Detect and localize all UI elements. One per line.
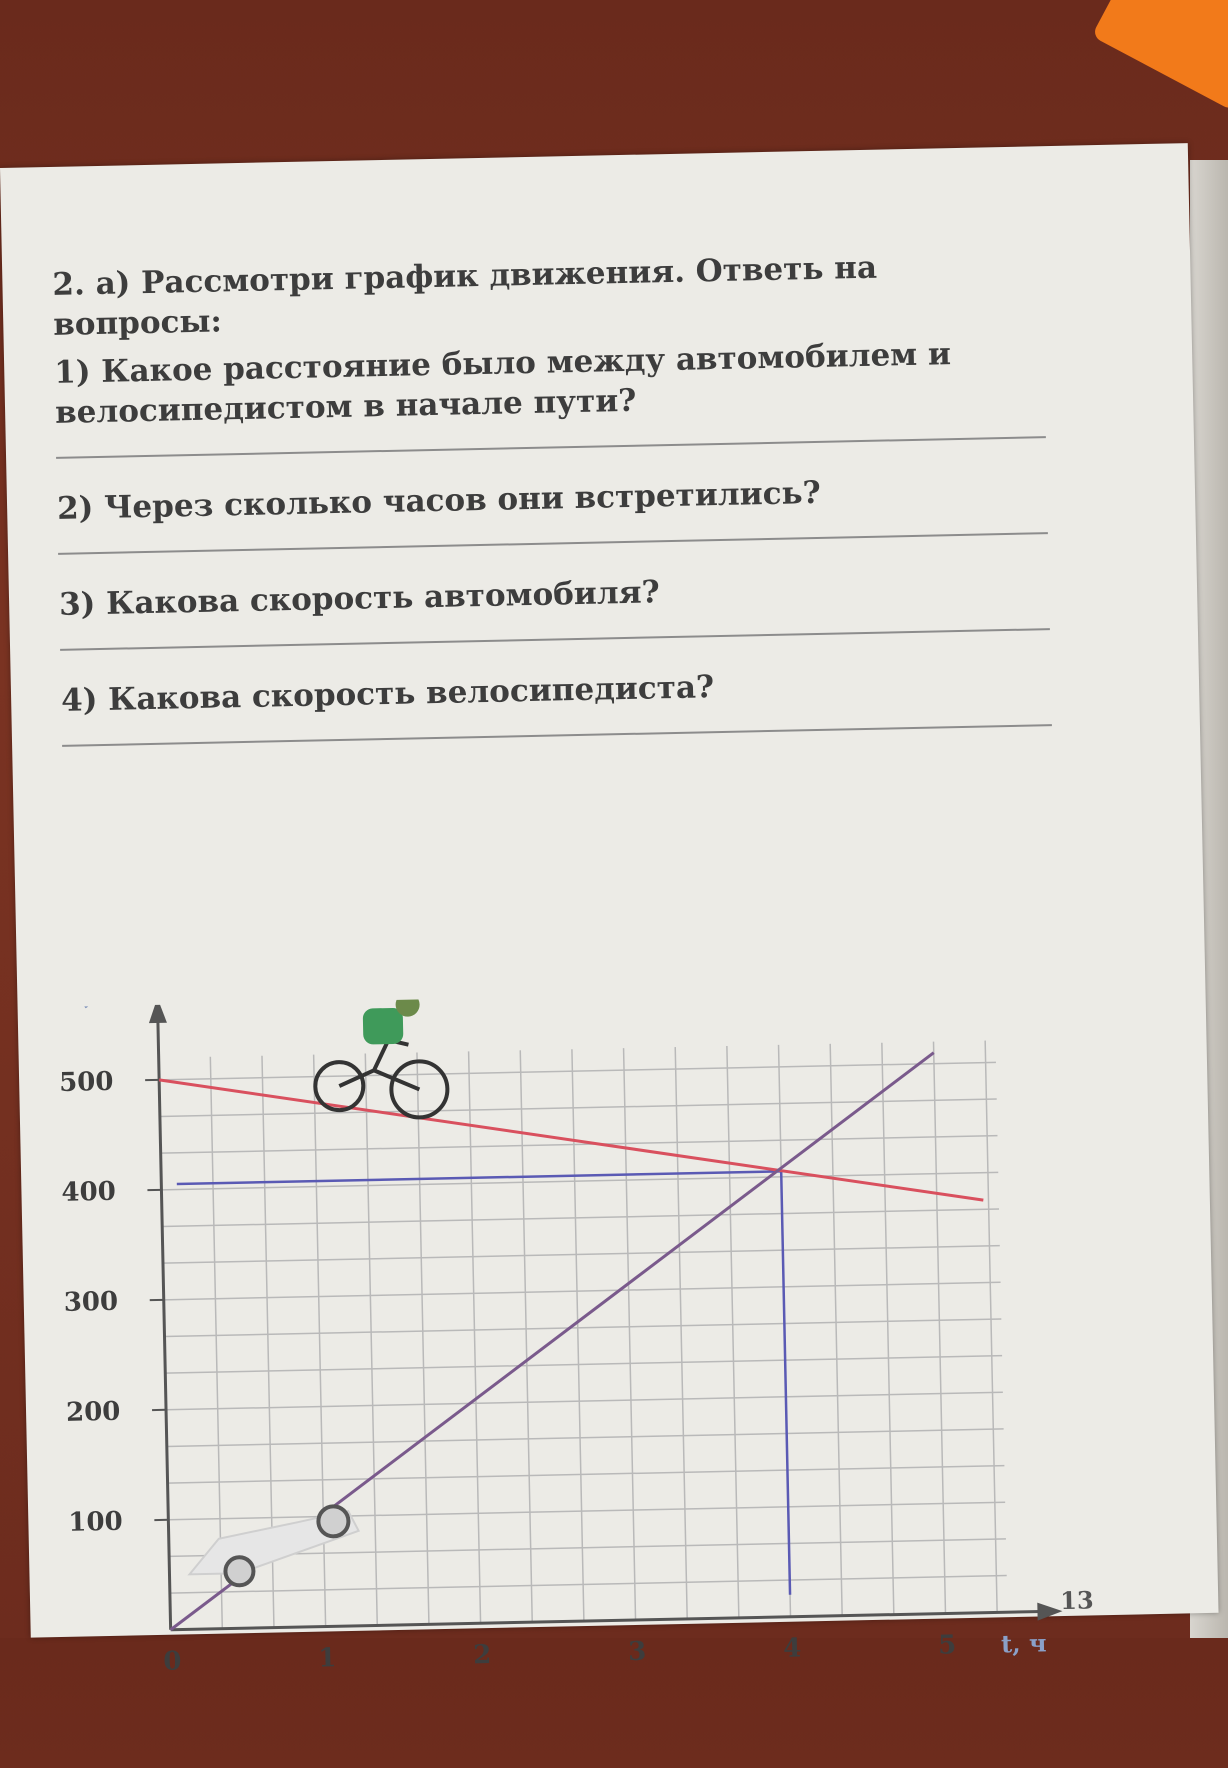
horizontal-guide-line bbox=[177, 1171, 781, 1184]
x-axis-label: t, ч bbox=[1001, 1628, 1047, 1658]
y-axis-label: S, км bbox=[67, 986, 139, 1011]
grid-line-h bbox=[168, 1466, 1005, 1484]
question-2: 2) Через сколько часов они встретились? bbox=[57, 468, 1058, 529]
grid-line-v bbox=[469, 1051, 481, 1623]
y-tick-label: 500 bbox=[59, 1067, 114, 1098]
orange-object bbox=[1092, 0, 1228, 111]
grid-line-h bbox=[167, 1429, 1004, 1447]
question-4: 4) Какова скорость велосипедиста? bbox=[61, 660, 1062, 721]
grid-line-v bbox=[520, 1050, 532, 1622]
chart-ticks bbox=[59, 1049, 957, 1678]
x-tick-label: 3 bbox=[628, 1637, 647, 1667]
grid-line-h bbox=[165, 1319, 1002, 1337]
grid-line-v bbox=[985, 1041, 997, 1613]
grid-line-h bbox=[162, 1209, 999, 1227]
grid-line-v bbox=[882, 1043, 894, 1615]
answer-line-2[interactable] bbox=[58, 532, 1048, 555]
motion-chart bbox=[48, 986, 1084, 1767]
question-1: 1) Какое расстояние было между автомобилем и велосипедистом в начале пути? bbox=[54, 332, 1055, 433]
grid-line-v bbox=[572, 1049, 584, 1621]
page-number: 13 bbox=[1060, 1585, 1094, 1615]
vertical-guide-line bbox=[781, 1171, 790, 1594]
y-tick-label: 400 bbox=[61, 1177, 116, 1208]
grid-line-v bbox=[624, 1048, 636, 1620]
y-axis-arrow bbox=[148, 998, 167, 1023]
grid-line-h bbox=[163, 1246, 1000, 1264]
series-line-cyclist bbox=[159, 1063, 983, 1218]
chart-svg bbox=[48, 986, 1083, 1727]
grid-line-h bbox=[161, 1136, 998, 1154]
x-tick-label: 4 bbox=[783, 1634, 802, 1664]
y-axis bbox=[158, 1013, 171, 1630]
answer-line-1[interactable] bbox=[56, 436, 1046, 459]
question-3: 3) Какова скорость автомобиля? bbox=[59, 564, 1060, 625]
y-tick-label: 200 bbox=[66, 1397, 121, 1428]
grid-line-v bbox=[727, 1046, 739, 1618]
grid-line-v bbox=[365, 1054, 377, 1626]
y-tick-label: 300 bbox=[63, 1287, 118, 1318]
grid-line-h bbox=[165, 1356, 1002, 1374]
workbook-page bbox=[0, 143, 1219, 1638]
answer-line-3[interactable] bbox=[60, 628, 1050, 651]
grid-line-h bbox=[170, 1576, 1007, 1594]
grid-line-h bbox=[168, 1502, 1005, 1520]
grid-line-h bbox=[166, 1392, 1003, 1410]
grid-line-v bbox=[934, 1042, 946, 1614]
grid-line-v bbox=[675, 1047, 687, 1619]
x-tick-label: 2 bbox=[473, 1640, 492, 1670]
x-tick-label: 5 bbox=[938, 1630, 957, 1660]
task-title: 2. а) Рассмотри график движения. Ответь на вопросы: bbox=[52, 244, 1053, 345]
grid-line-h bbox=[159, 1062, 996, 1080]
task-block bbox=[52, 244, 1063, 777]
y-tick-label: 100 bbox=[68, 1507, 123, 1538]
grid-line-v bbox=[417, 1052, 429, 1624]
answer-line-4[interactable] bbox=[62, 724, 1052, 747]
x-tick-label: 0 bbox=[163, 1647, 182, 1677]
x-axis-arrow bbox=[1037, 1602, 1062, 1621]
cyclist-icon bbox=[313, 992, 448, 1120]
x-axis bbox=[171, 1611, 1048, 1629]
grid-line-h bbox=[164, 1282, 1001, 1300]
x-tick-label: 1 bbox=[318, 1643, 337, 1673]
